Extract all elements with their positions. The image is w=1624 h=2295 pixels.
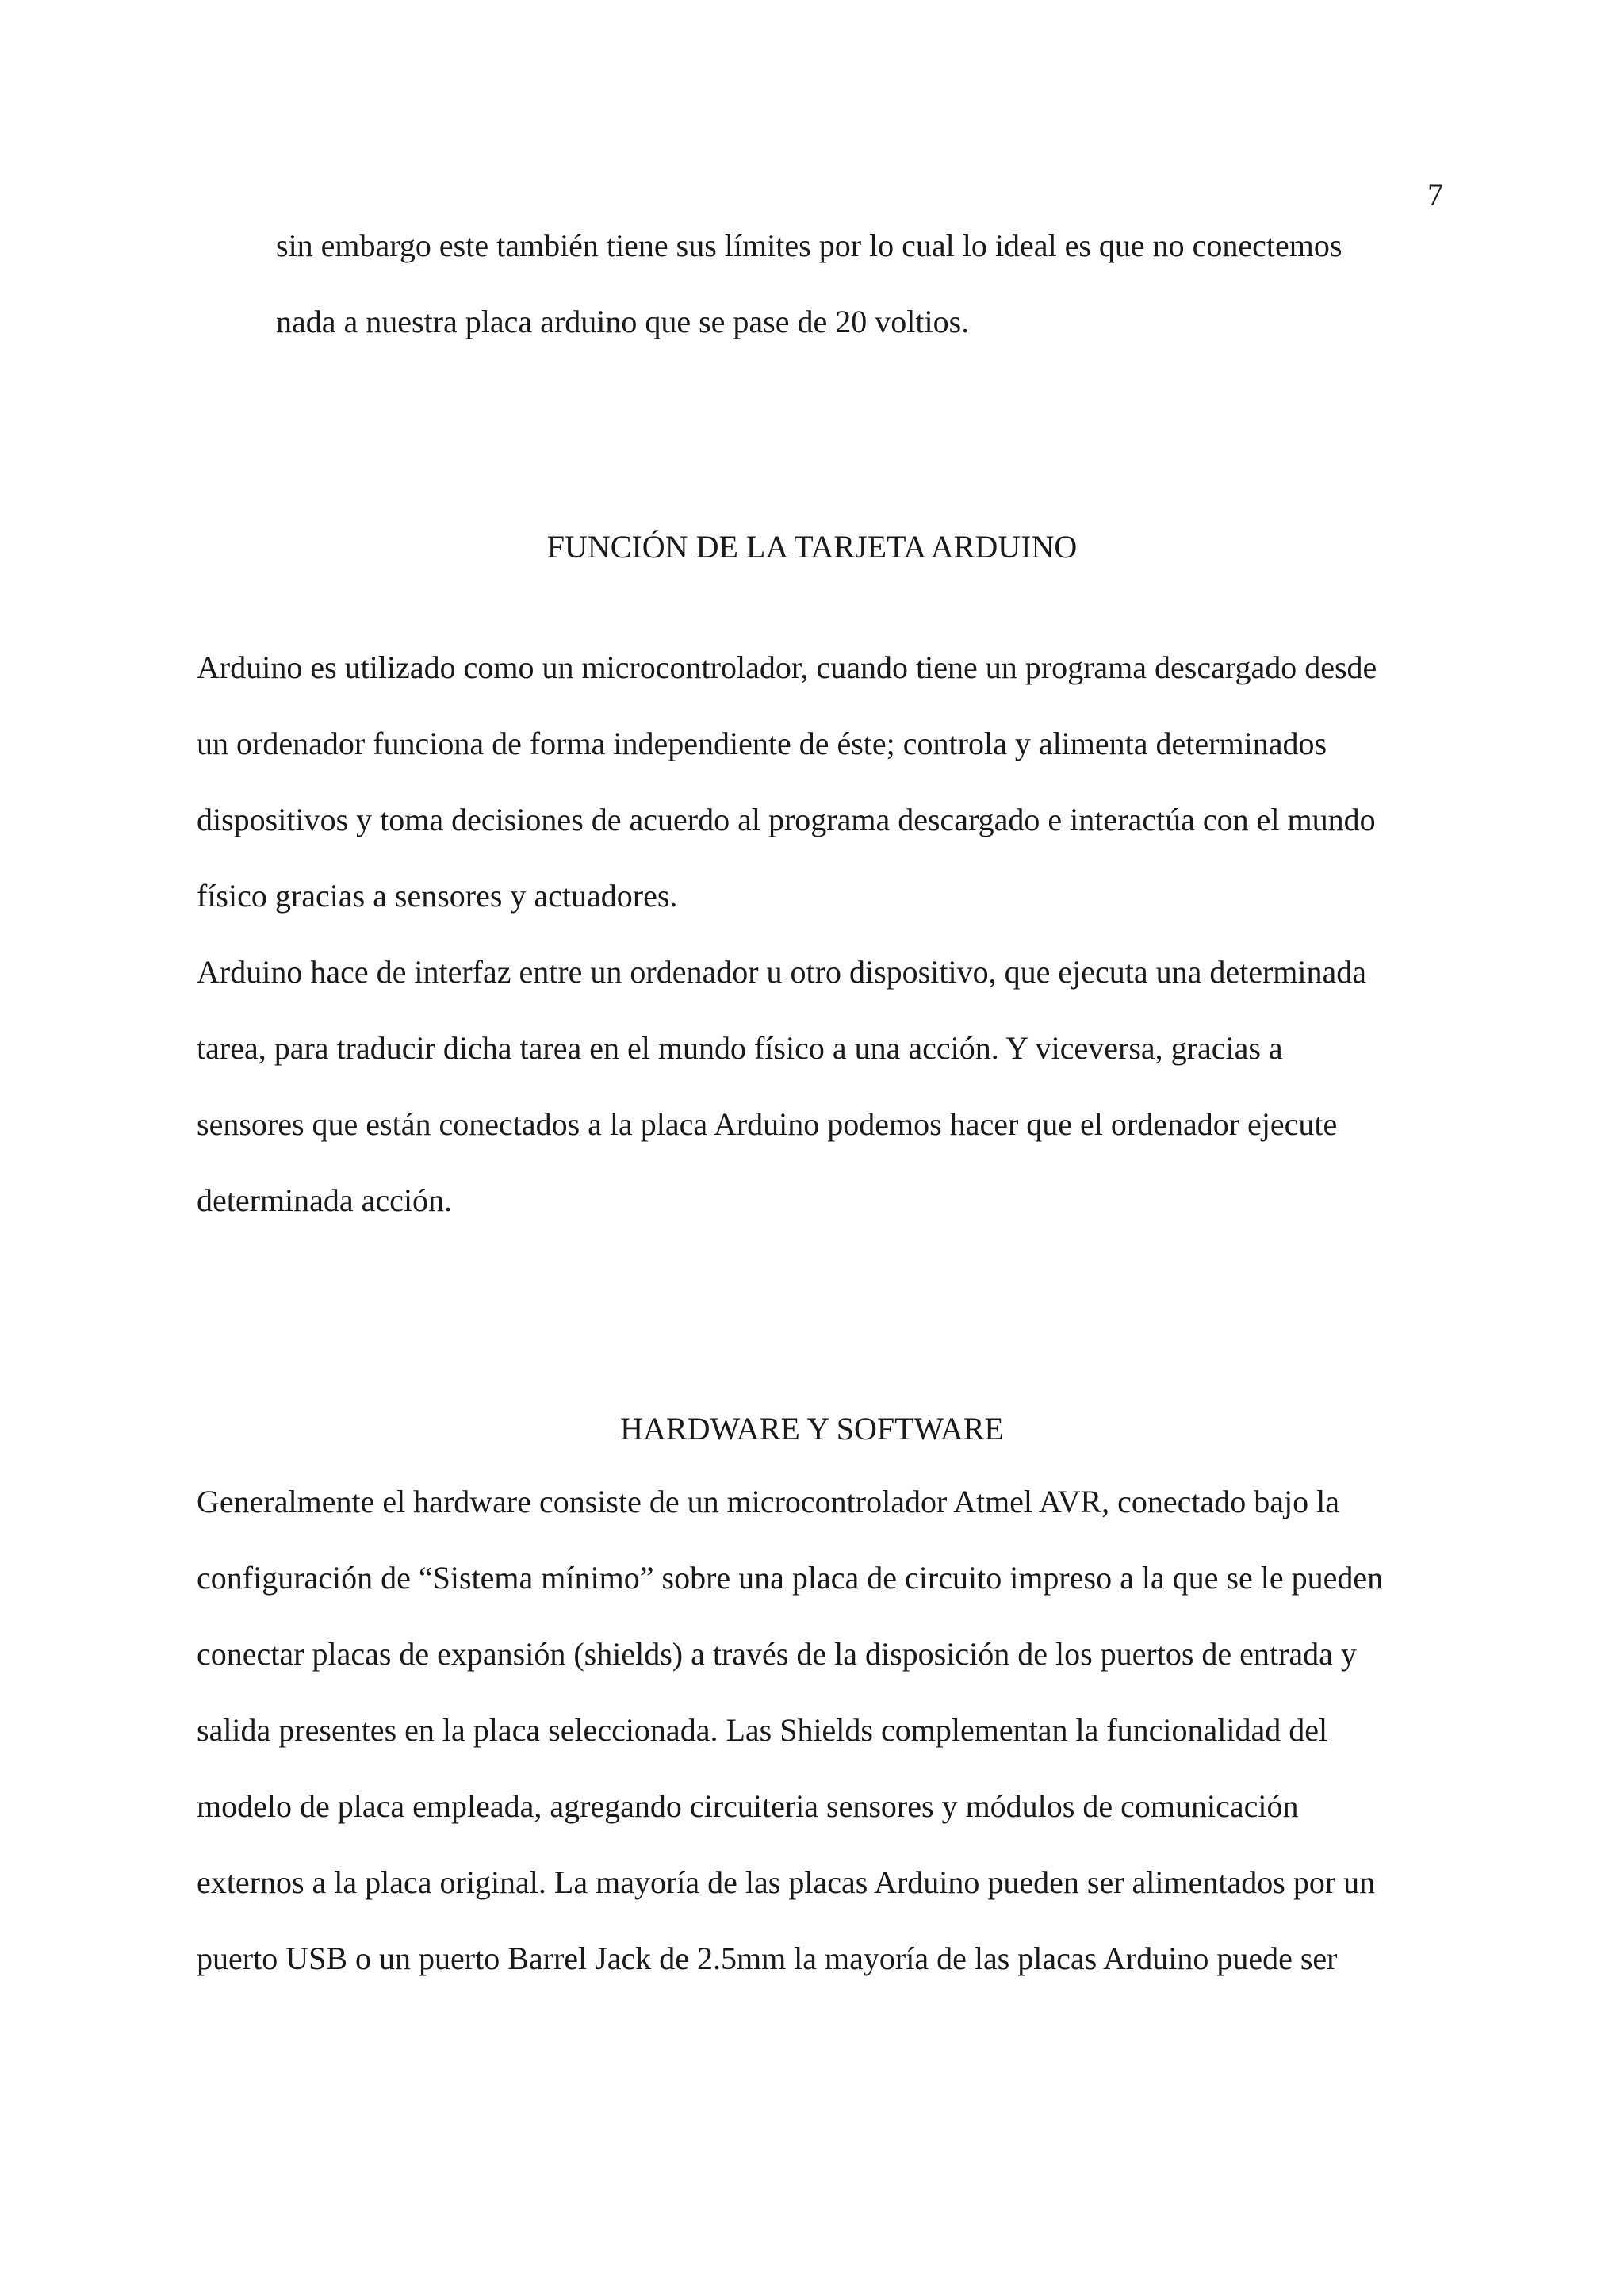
section2-line-5: modelo de placa empleada, agregando circuiteria sensores y módulos de comunicación [197,1788,1299,1824]
section1-line-6: tarea, para traducir dicha tarea en el mundo físico a una acción. Y viceversa, gracias a [197,1030,1283,1066]
section1-line-4: físico gracias a sensores y actuadores. [197,878,678,914]
section1-line-7: sensores que están conectados a la placa Arduino podemos hacer que el ordenador ejecute [197,1106,1338,1142]
section2-line-1: Generalmente el hardware consiste de un microcontrolador Atmel AVR, conectado bajo la [197,1484,1339,1519]
continuation-line-1: sin embargo este también tiene sus límites por lo cual lo ideal es que no conectemos [276,228,1342,263]
continuation-line-2: nada a nuestra placa arduino que se pase de 20 voltios. [276,304,970,339]
section2-line-2: configuración de “Sistema mínimo” sobre una placa de circuito impreso a la que se le pueden [197,1560,1384,1596]
section2-line-6: externos a la placa original. La mayoría de las placas Arduino pueden ser alimentados por un [197,1864,1376,1900]
section1-line-5: Arduino hace de interfaz entre un ordenador u otro dispositivo, que ejecuta una determinada [197,954,1366,990]
section-heading-hardware: HARDWARE Y SOFTWARE [620,1411,1004,1446]
section-heading-funcion: FUNCIÓN DE LA TARJETA ARDUINO [546,529,1078,565]
section2-line-7: puerto USB o un puerto Barrel Jack de 2.5mm la mayoría de las placas Arduino puede ser [197,1941,1338,1976]
page-number: 7 [1427,177,1443,213]
section1-line-8: determinada acción. [197,1182,453,1218]
section1-line-3: dispositivos y toma decisiones de acuerdo al programa descargado e interactúa con el mundo [197,802,1376,837]
section2-line-3: conectar placas de expansión (shields) a través de la disposición de los puertos de entrada y [197,1636,1357,1672]
section1-line-1: Arduino es utilizado como un microcontrolador, cuando tiene un programa descargado desde [197,649,1377,685]
section1-line-2: un ordenador funciona de forma independiente de éste; controla y alimenta determinados [197,726,1327,761]
section2-line-4: salida presentes en la placa seleccionada. Las Shields complementan la funcionalidad del [197,1712,1328,1748]
